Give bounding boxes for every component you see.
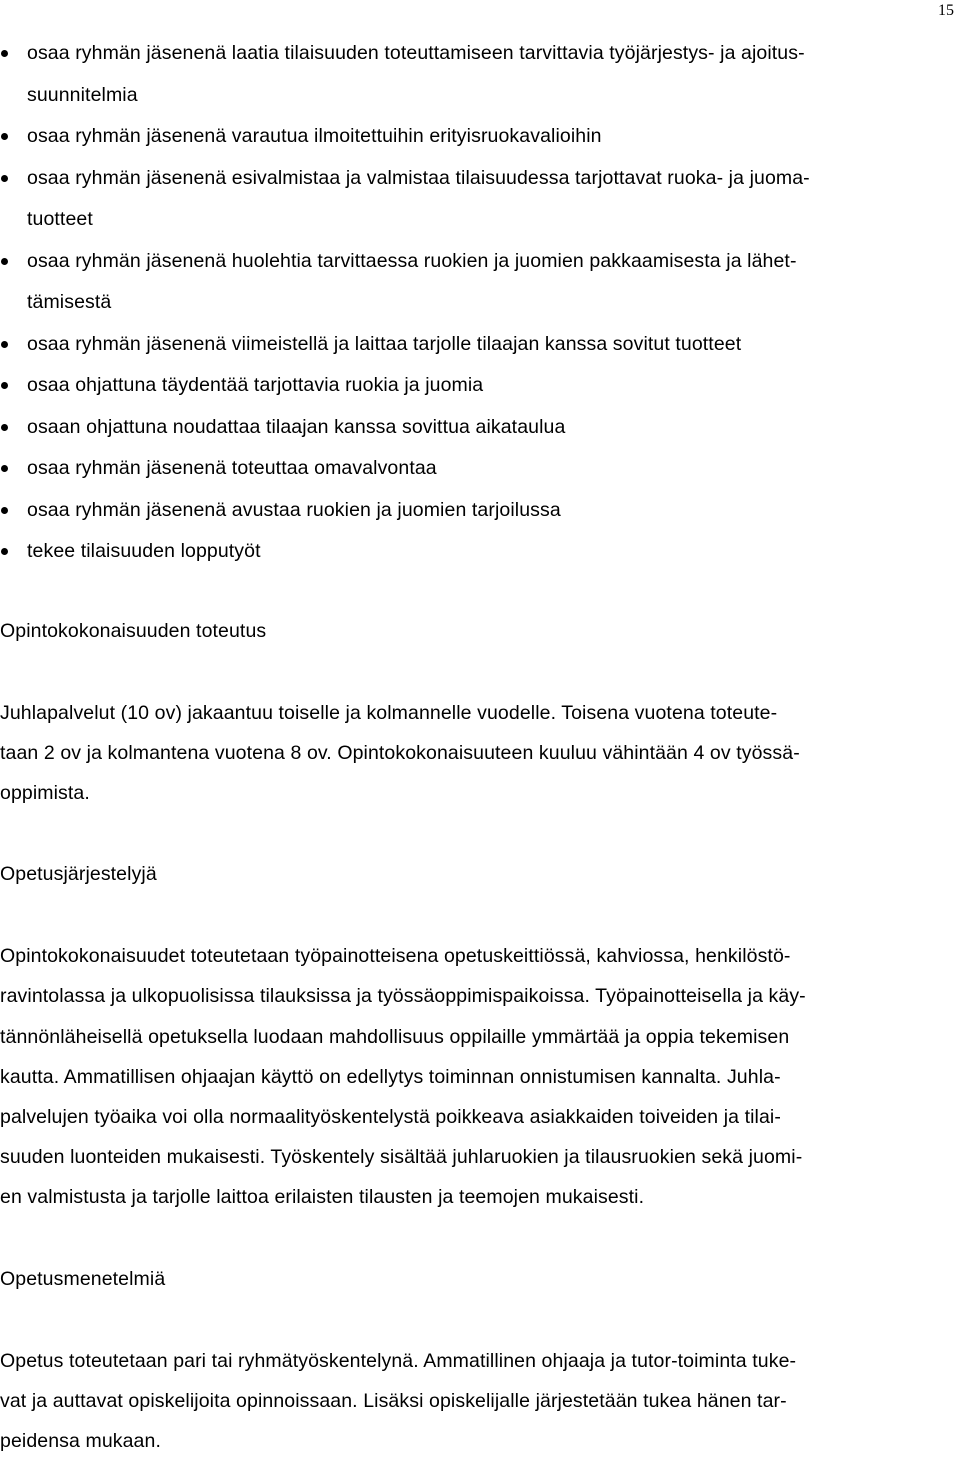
list-item	[0, 33, 958, 116]
list-item	[0, 158, 958, 241]
paragraph-line: peidensa mukaan.	[0, 1429, 161, 1452]
paragraph-line: suuden luonteiden mukaisesti. Työskentely sisältää juhlaruokien ja tilausruokien sekä juomi-	[0, 1146, 803, 1169]
paragraph-line: kautta. Ammatillisen ohjaajan käyttö on edellytys toiminnan onnistumisen kannalta. Juhla-	[0, 1065, 781, 1088]
list-item	[0, 407, 958, 449]
objectives-bullet-list	[0, 33, 958, 573]
section-paragraph-opetusmenetelmia	[0, 1341, 958, 1461]
list-item	[0, 365, 958, 407]
paragraph-line: vat ja auttavat opiskelijoita opinnoissaan. Lisäksi opiskelijalle järjestetään tukea hänen tar-	[0, 1389, 787, 1412]
list-item	[0, 241, 958, 324]
list-item	[0, 531, 958, 573]
list-item-line: tämisestä	[27, 291, 112, 313]
list-item-line: osaa ryhmän jäsenenä laatia tilaisuuden toteuttamiseen tarvittavia työjärjestys- ja ajoitus-	[27, 42, 805, 64]
paragraph-line: oppimista.	[0, 781, 90, 804]
list-item	[0, 116, 958, 158]
list-item	[0, 490, 958, 532]
section-paragraph-opetusjarjestelyja	[0, 936, 958, 1217]
list-item-line: osaa ryhmän jäsenenä toteuttaa omavalvontaa	[27, 457, 437, 479]
list-item-line: osaan ohjattuna noudattaa tilaajan kanssa sovittua aikataulua	[27, 415, 566, 438]
bullet-icon	[1, 258, 8, 265]
bullet-icon	[1, 382, 8, 389]
list-item-line: tuotteet	[27, 208, 93, 230]
bullet-icon	[1, 548, 8, 555]
bullet-icon	[1, 175, 8, 182]
paragraph-line: en valmistusta ja tarjolle laittoa erilaisten tilausten ja teemojen mukaisesti.	[0, 1186, 645, 1209]
section-heading-toteutus: Opintokokonaisuuden toteutus	[0, 619, 267, 642]
bullet-icon	[1, 465, 8, 472]
list-item-line: osaa ryhmän jäsenenä huolehtia tarvittaessa ruokien ja juomien pakkaamisesta ja lähet-	[27, 249, 797, 272]
list-item-line: osaa ohjattuna täydentää tarjottavia ruokia ja juomia	[27, 374, 484, 396]
paragraph-line: palvelujen työaika voi olla normaalityöskentelystä poikkeava asiakkaiden toiveiden ja tilai-	[0, 1105, 781, 1128]
bullet-icon	[1, 341, 8, 348]
list-item-line: osaa ryhmän jäsenenä viimeistellä ja laittaa tarjolle tilaajan kanssa sovitut tuotteet	[27, 332, 742, 355]
bullet-icon	[1, 50, 8, 57]
bullet-icon	[1, 133, 8, 140]
list-item	[0, 448, 958, 490]
page-content	[0, 33, 958, 1461]
list-item-line: suunnitelmia	[27, 83, 138, 106]
bullet-icon	[1, 424, 8, 431]
paragraph-line: Juhlapalvelut (10 ov) jakaantuu toiselle ja kolmannelle vuodelle. Toisena vuotena toteute-	[0, 701, 778, 724]
section-paragraph-toteutus	[0, 693, 958, 814]
list-item-line: osaa ryhmän jäsenenä varautua ilmoitettuihin erityisruokavalioihin	[27, 125, 602, 147]
paragraph-line: Opetus toteutetaan pari tai ryhmätyöskentelynä. Ammatillinen ohjaaja ja tutor-toiminta tuke-	[0, 1349, 797, 1372]
paragraph-line: ravintolassa ja ulkopuolisissa tilauksissa ja työssäoppimispaikoissa. Työpainotteisella ja käy-	[0, 985, 806, 1008]
paragraph-line: taan 2 ov ja kolmantena vuotena 8 ov. Opintokokonaisuuteen kuuluu vähintään 4 ov työssä-	[0, 741, 800, 764]
paragraph-line: tännönläheisellä opetuksella luodaan mahdollisuus oppilaille ymmärtää ja oppia tekemisen	[0, 1025, 790, 1048]
bullet-icon	[1, 507, 8, 514]
list-item-line: osaa ryhmän jäsenenä esivalmistaa ja valmistaa tilaisuudessa tarjottavat ruoka- ja juoma-	[27, 166, 810, 189]
list-item-line: osaa ryhmän jäsenenä avustaa ruokien ja juomien tarjoilussa	[27, 498, 561, 521]
list-item	[0, 324, 958, 366]
paragraph-line: Opintokokonaisuudet toteutetaan työpainotteisena opetuskeittiössä, kahviossa, henkilöstö-	[0, 945, 791, 968]
section-heading-opetusmenetelmia: Opetusmenetelmiä	[0, 1267, 166, 1290]
list-item-line: tekee tilaisuuden lopputyöt	[27, 540, 261, 562]
page-number: 15	[938, 2, 954, 19]
section-heading-opetusjarjestelyja: Opetusjärjestelyjä	[0, 863, 157, 886]
